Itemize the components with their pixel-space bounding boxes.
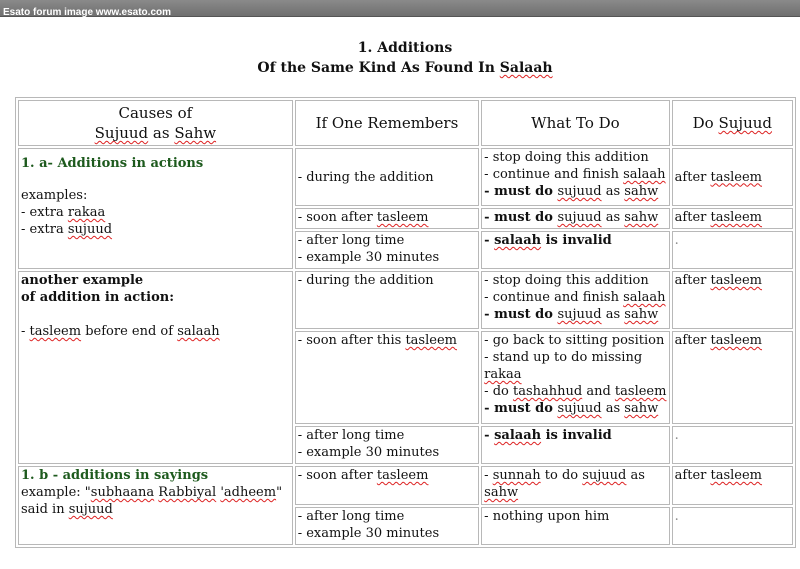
header-remembers: If One Remembers	[295, 100, 479, 146]
sahw-rules-table	[15, 97, 796, 548]
header-do-sujuud: Do Sujuud	[672, 100, 793, 146]
remember-cell: - after long time - example 30 minutes	[295, 426, 479, 464]
action-cell: - salaah is invalid	[481, 426, 669, 464]
remember-cell: - soon after tasleem	[295, 208, 479, 229]
do-sujuud-cell: after tasleem	[672, 148, 793, 206]
do-sujuud-cell: after tasleem	[672, 208, 793, 229]
action-cell: - nothing upon him	[481, 507, 669, 545]
cause-additions-in-actions: 1. a- Additions in actions examples: - extra rakaa - extra sujuud	[18, 148, 293, 269]
section-heading: 1. b - additions in sayings	[21, 468, 209, 483]
cause-another-example: another example of addition in action: - tasleem before end of salaah	[18, 271, 293, 464]
action-cell: - salaah is invalid	[481, 231, 669, 269]
watermark-bar	[0, 0, 800, 17]
do-sujuud-cell: after tasleem	[672, 271, 793, 329]
page-title: 1. Additions	[357, 40, 453, 56]
action-cell: - must do sujuud as sahw	[481, 208, 669, 229]
action-cell: - stop doing this addition - continue and finish salaah - must do sujuud as sahw	[481, 148, 669, 206]
do-sujuud-cell: .	[672, 231, 793, 269]
action-cell: - go back to sitting position - stand up to do missing rakaa - do tashahhud and tasleem - must do sujuud as sahw	[481, 331, 669, 424]
do-sujuud-cell: after tasleem	[672, 466, 793, 505]
remember-cell: - after long time - example 30 minutes	[295, 231, 479, 269]
section-heading: 1. a- Additions in actions	[21, 156, 204, 171]
table-row	[18, 271, 793, 329]
remember-cell: - during the addition	[295, 148, 479, 206]
remember-cell: - during the addition	[295, 271, 479, 329]
do-sujuud-cell: after tasleem	[672, 331, 793, 424]
header-what-to-do: What To Do	[481, 100, 669, 146]
header-row	[18, 100, 793, 146]
table-row	[18, 148, 793, 206]
do-sujuud-cell: .	[672, 507, 793, 545]
do-sujuud-cell: .	[672, 426, 793, 464]
table-row	[18, 466, 793, 505]
remember-cell: - soon after tasleem	[295, 466, 479, 505]
remember-cell: - after long time - example 30 minutes	[295, 507, 479, 545]
remember-cell: - soon after this tasleem	[295, 331, 479, 424]
header-causes: Causes of Sujuud as Sahw	[18, 100, 293, 146]
action-cell: - sunnah to do sujuud as sahw	[481, 466, 669, 505]
cause-additions-in-sayings: 1. b - additions in sayings example: "subhaana Rabbiyal 'adheem" said in sujuud	[18, 466, 293, 545]
page-subtitle: Of the Same Kind As Found In Salaah	[257, 60, 553, 76]
watermark-text: Esato forum image www.esato.com	[3, 7, 172, 18]
action-cell: - stop doing this addition - continue and finish salaah - must do sujuud as sahw	[481, 271, 669, 329]
